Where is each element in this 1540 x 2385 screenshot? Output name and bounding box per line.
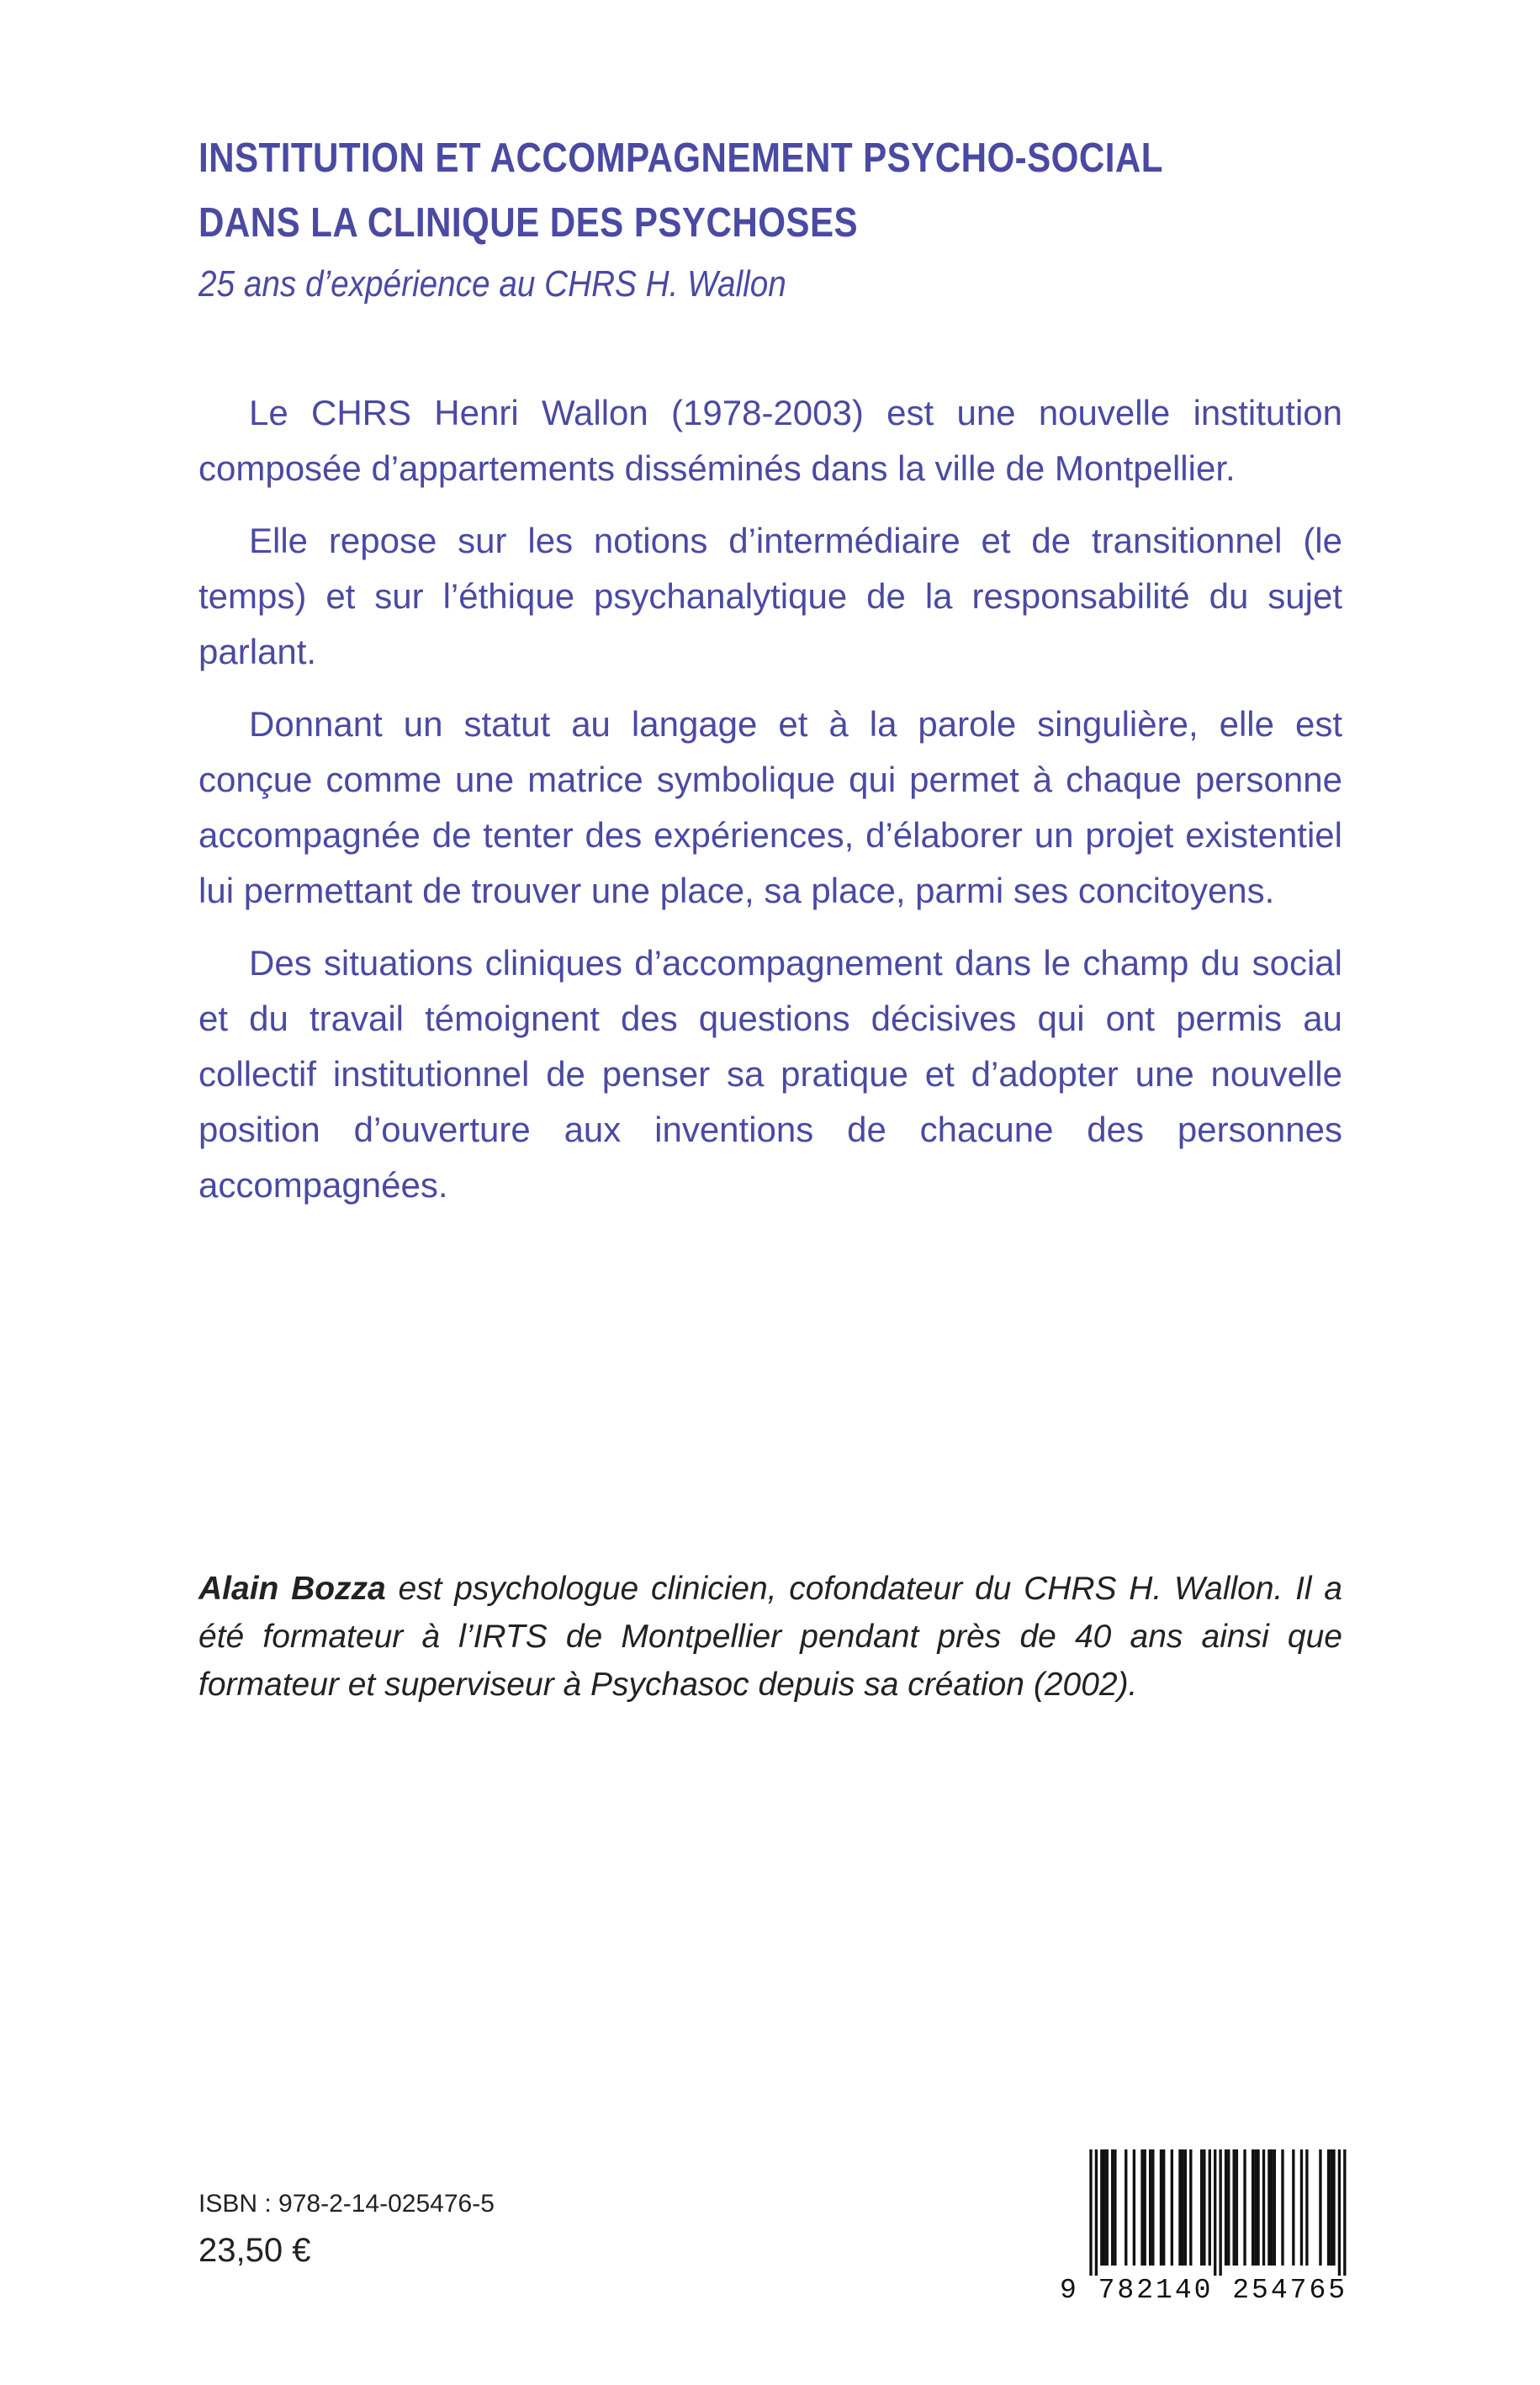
barcode-bar <box>1219 2149 1221 2276</box>
barcode-bar <box>1254 2149 1257 2266</box>
summary-paragraph-3: Donnant un statut au langage et à la parole singulière, elle est conçue comme une matrice symbolique qui permet à chaque personne accompagnée de tenter des expériences, d’élaborer un projet existentiel lui permettant de trouver une place, sa place, parmi ses concitoyens. <box>198 704 1342 910</box>
barcode-bar <box>1330 2149 1332 2266</box>
barcode-bar <box>1095 2149 1098 2276</box>
barcode-bar <box>1171 2149 1173 2266</box>
barcode-bar <box>1338 2149 1341 2276</box>
barcode-bar <box>1257 2149 1259 2266</box>
author-bio-text: est psychologue clinicien, cofondateur du CHRS H. Wallon. Il a été formateur à l’IRTS de Montpellier pendant près de 40 ans ainsi que formateur et superviseur à Psychasoc depuis sa création (2002). <box>198 1571 1342 1703</box>
barcode-bar <box>1160 2149 1162 2266</box>
barcode-bar <box>1243 2149 1246 2266</box>
barcode-bar <box>1133 2149 1135 2266</box>
barcode-bar <box>1089 2149 1092 2276</box>
barcode-bar <box>1262 2149 1265 2266</box>
barcode-bar <box>1114 2149 1116 2266</box>
barcode-bar <box>1343 2149 1346 2276</box>
barcode-bar <box>1184 2149 1187 2266</box>
barcode <box>1060 2149 1354 2318</box>
barcode-bar <box>1151 2149 1154 2266</box>
barcode-bar <box>1106 2149 1109 2266</box>
barcode-bar <box>1144 2149 1146 2266</box>
price-label: 23,50 € <box>198 2232 311 2269</box>
summary-text <box>198 385 1342 1230</box>
barcode-bar <box>1267 2149 1270 2266</box>
isbn-label: ISBN : 978-2-14-025476-5 <box>198 2190 495 2218</box>
barcode-bar <box>1140 2149 1143 2266</box>
barcode-bar <box>1270 2149 1273 2266</box>
barcode-bar <box>1233 2149 1236 2266</box>
barcode-bar <box>1178 2149 1181 2266</box>
barcode-bar <box>1103 2149 1105 2266</box>
summary-paragraph-2: Elle repose sur les notions d’intermédiaire et de transitionnel (le temps) et sur l’éthique psychanalytique de la responsabilité du sujet parlant. <box>198 521 1342 671</box>
barcode-bar <box>1292 2149 1294 2266</box>
barcode-bar <box>1162 2149 1165 2266</box>
barcode-bar <box>1189 2149 1192 2266</box>
barcode-bar <box>1225 2149 1227 2266</box>
barcode-bar <box>1203 2149 1205 2266</box>
barcode-bar <box>1281 2149 1283 2266</box>
barcode-bar <box>1305 2149 1308 2266</box>
barcode-bar <box>1319 2149 1321 2266</box>
barcode-bar <box>1214 2149 1216 2276</box>
barcode-bar <box>1273 2149 1276 2266</box>
barcode-bar <box>1100 2149 1103 2266</box>
author-bio <box>198 1565 1342 1709</box>
book-title <box>198 126 1211 256</box>
barcode-bars <box>1060 2149 1354 2276</box>
summary-paragraph-4: Des situations cliniques d’accompagnement dans le champ du social et du travail témoignent des questions décisives qui ont permis au collectif institutionnel de penser sa pratique et d’adopter une nouvelle position d’ouverture aux inventions de chacune des personnes accompagnées. <box>198 943 1342 1205</box>
barcode-bar <box>1149 2149 1151 2266</box>
barcode-bar <box>1227 2149 1230 2266</box>
barcode-bar <box>1332 2149 1335 2266</box>
book-subtitle: 25 ans d’expérience au CHRS H. Wallon <box>198 263 786 305</box>
barcode-bar <box>1200 2149 1203 2266</box>
barcode-bar <box>1125 2149 1127 2266</box>
book-title-line-1: INSTITUTION ET ACCOMPAGNEMENT PSYCHO-SOCIAL <box>198 135 1163 181</box>
barcode-bar <box>1209 2149 1211 2266</box>
summary-paragraph-1: Le CHRS Henri Wallon (1978-2003) est une nouvelle institution composée d’appartements disséminés dans la ville de Montpellier. <box>198 393 1342 488</box>
barcode-bar <box>1300 2149 1303 2266</box>
barcode-bar <box>1252 2149 1254 2266</box>
barcode-bar <box>1236 2149 1238 2266</box>
barcode-bar <box>1182 2149 1184 2266</box>
book-title-line-2: DANS LA CLINIQUE DES PSYCHOSES <box>198 200 859 246</box>
barcode-bar <box>1327 2149 1330 2266</box>
barcode-digits: 9 782140 254765 <box>1060 2275 1348 2306</box>
barcode-bar <box>1111 2149 1114 2266</box>
author-name: Alain Bozza <box>198 1571 386 1607</box>
